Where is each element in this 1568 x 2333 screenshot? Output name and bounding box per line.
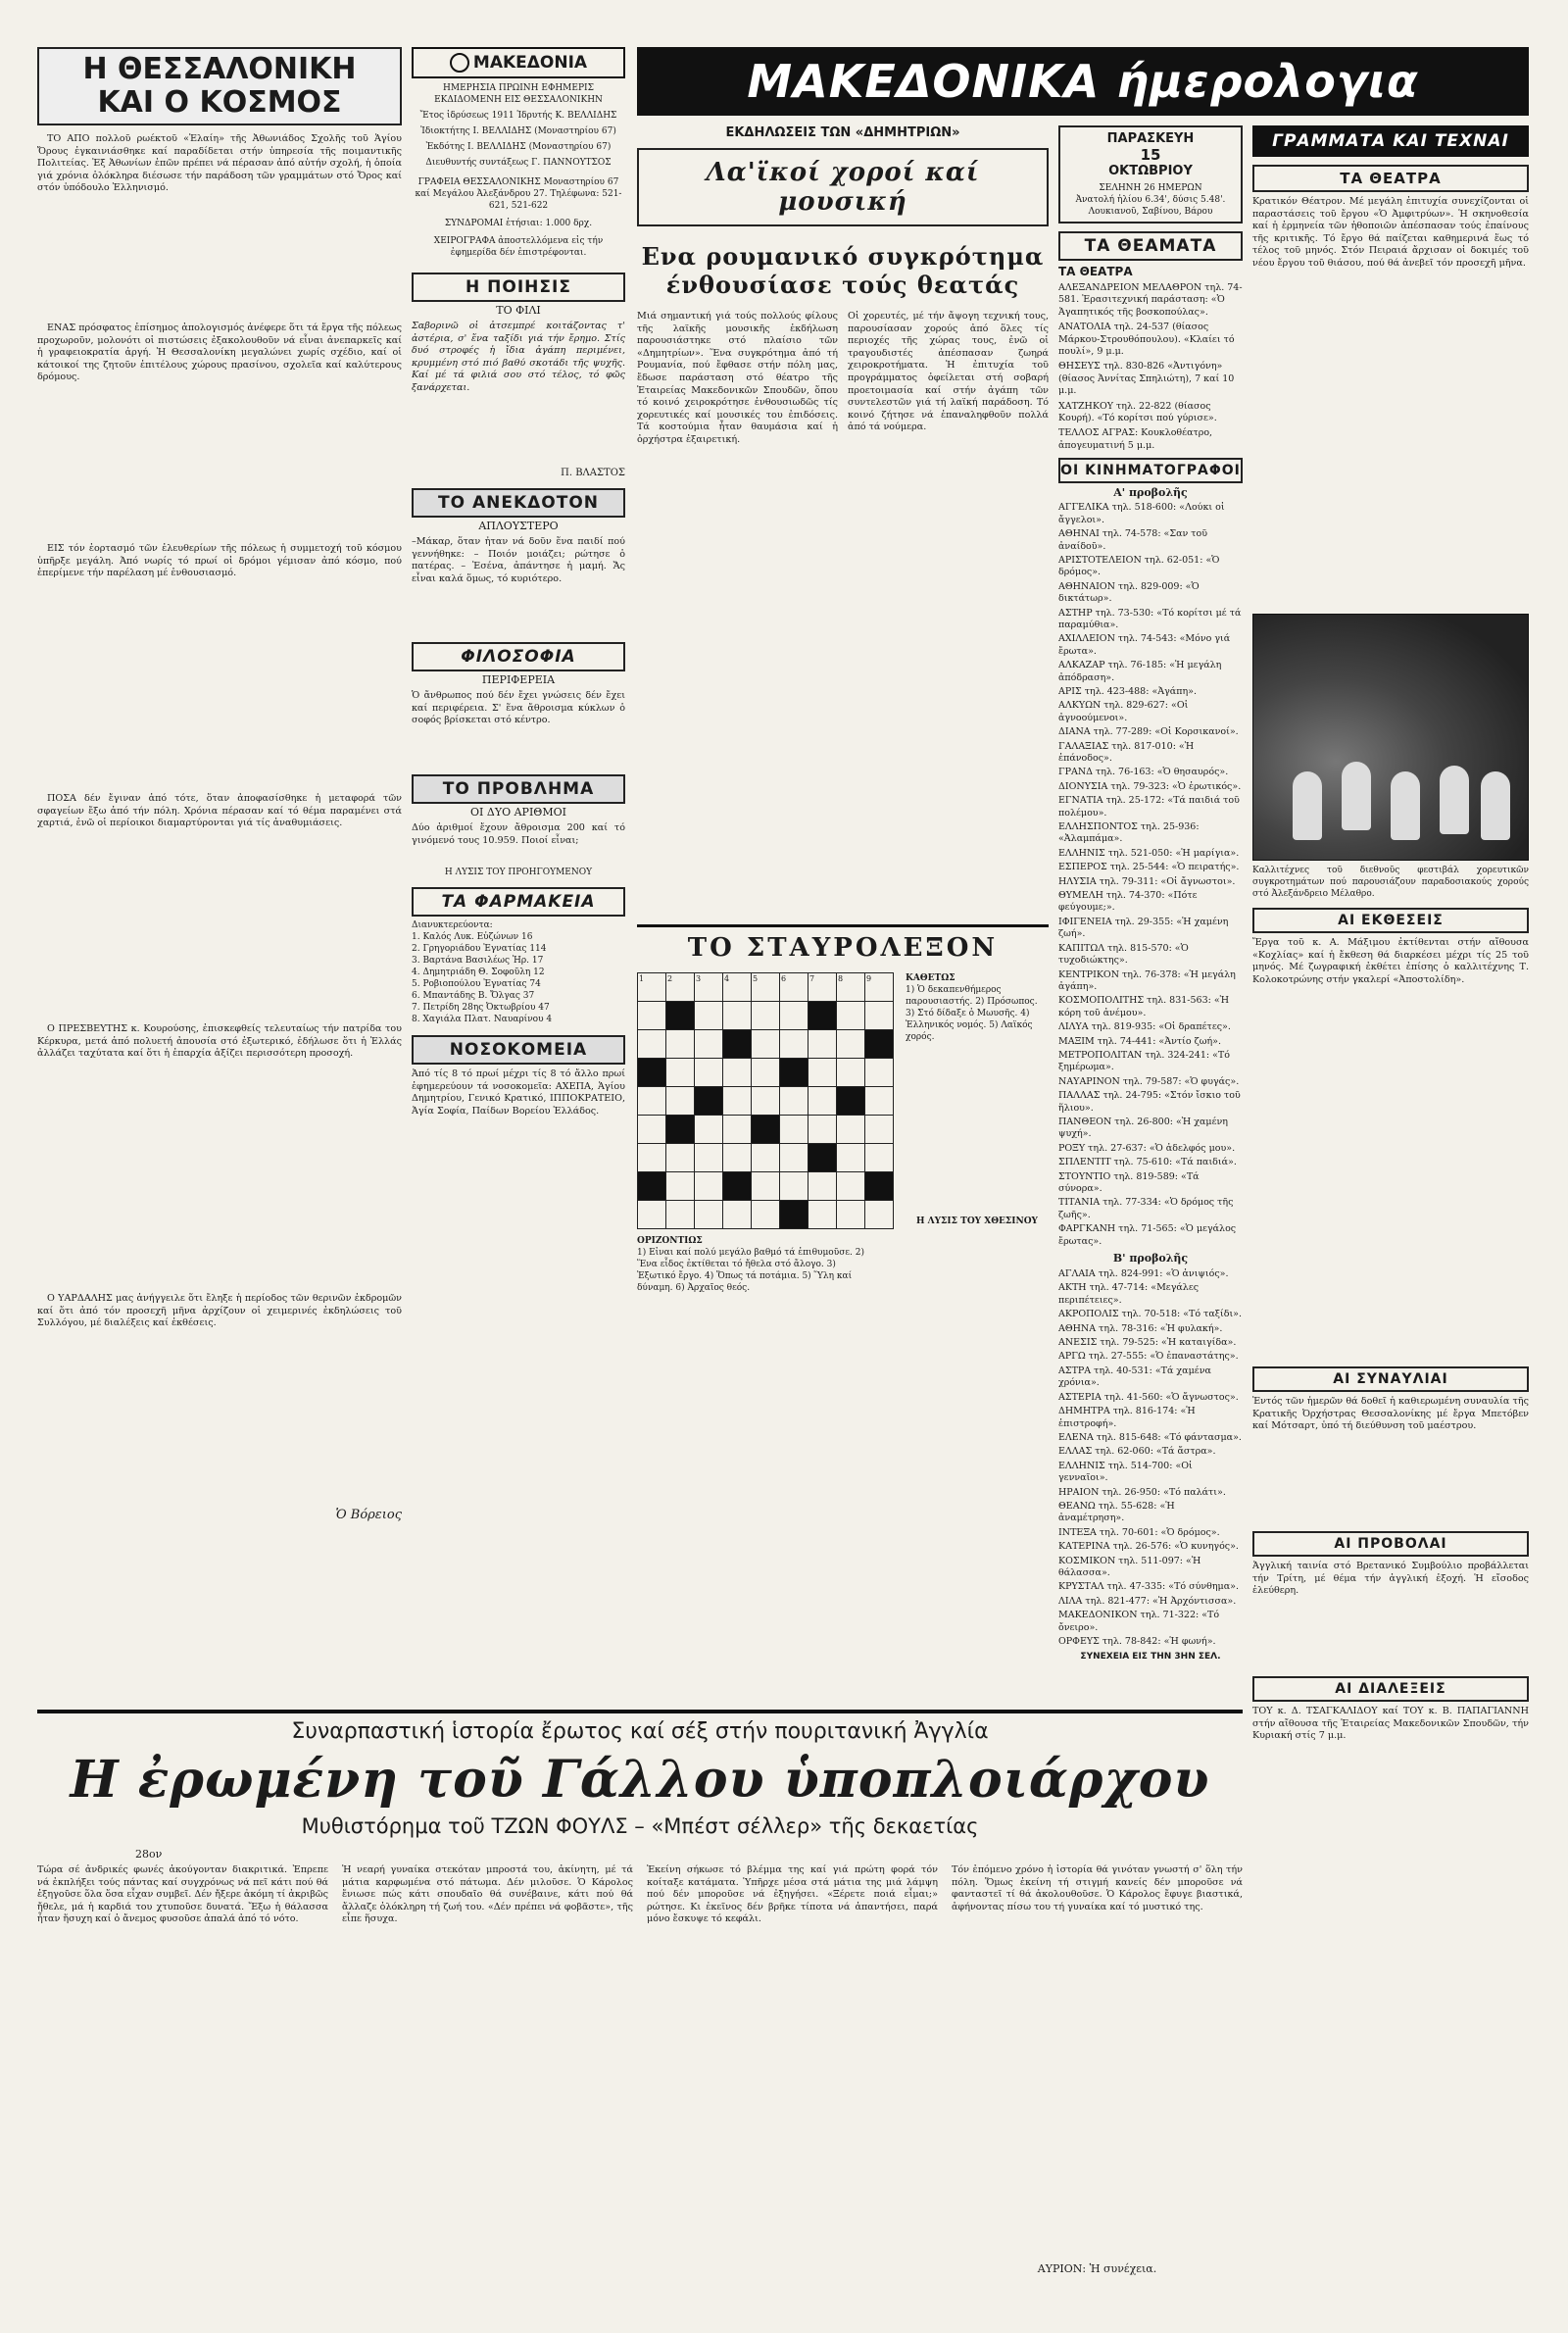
cinema-entry: ΕΛΛΗΝΙΣ τηλ. 514-700: «Οἱ γενναῖοι». (1058, 1460, 1193, 1484)
cinema-entry: ΣΤΟΥΝΤΙΟ τηλ. 819-589: «Τά σύνορα». (1058, 1170, 1200, 1194)
crossword-horizontal-label: ΟΡΙΖΟΝΤΙΩΣ (637, 1236, 703, 1246)
serial-section (37, 1704, 1243, 2286)
arts-masthead: ΓΡΑΜΜΑΤΑ ΚΑΙ ΤΕΧΝΑΙ (1252, 125, 1529, 157)
pharmacy-item: 2. Γρηγοριάδου Ἐγνατίας 114 (412, 944, 547, 954)
makedonia-owner: Ἰδιοκτήτης Ι. ΒΕΛΛΙΔΗΣ (Μοναστηρίου 67) (420, 126, 616, 136)
crossword-vertical-label: ΚΑΘΕΤΩΣ (906, 973, 956, 983)
philosophy-text: Ὁ ἄνθρωπος πού δέν ἔχει γνώσεις δέν ἔχει καί περιφέρεια. Σ' ἕνα ἄθροισμα κύκλων ὁ σοφός βρίσκεται στό κέντρο. (412, 690, 625, 726)
cinema-entry: ΜΑΚΕΔΟΝΙΚΟΝ τηλ. 71-322: «Τό ὄνειρο». (1058, 1610, 1220, 1633)
cinema-entry: ΡΟΞΥ τηλ. 27-637: «Ὁ ἀδελφός μου». (1058, 1142, 1236, 1154)
lectures-title: ΑΙ ΔΙΑΛΕΞΕΙΣ (1252, 1676, 1529, 1702)
poetry-author: Π. ΒΛΑΣΤΟΣ (561, 468, 625, 478)
cinema-entry: ΕΛΕΝΑ τηλ. 815-648: «Τό φάντασμα». (1058, 1431, 1242, 1443)
grid-cell[interactable]: 3 (695, 973, 723, 1002)
serial-subtitle: Μυθιστόρημα τοῦ ΤΖΩΝ ΦΟΥΛΣ – «Μπέστ σέλλερ» τῆς δεκαετίας (301, 1814, 979, 1838)
crossword-solution-label: Η ΛΥΣΙΣ ΤΟΥ ΧΘΕΣΙΝΟΥ (916, 1216, 1038, 1226)
theaters-continued: ΣΥΝΕΧΕΙΑ ΕΙΣ ΤΗΝ 3ΗΝ ΣΕΛ. (1080, 1652, 1221, 1663)
exhibitions-title: ΑΙ ΕΚΘΕΣΕΙΣ (1252, 908, 1529, 933)
makedonia-editor: Διευθυντής συντάξεως Γ. ΠΑΝΝΟΥΤΣΟΣ (425, 158, 612, 168)
makedonia-note: ΧΕΙΡΟΓΡΑΦΑ ἀποστελλόμενα εἰς τήν ἐφημερίδα δέν ἐπιστρέφονται. (433, 236, 604, 258)
cinema-entry: ΕΓΝΑΤΙΑ τηλ. 25-172: «Τά παιδιά τοῦ πολέμου». (1058, 795, 1240, 819)
paragraph: ΕΙΣ τόν ἑορτασμό τῶν ἐλευθερίων τῆς πόλεως ἡ συμμετοχή τοῦ κόσμου ὑπῆρξε μεγάλη. Ἀπό νωρίς τό πρωί οἱ δρόμοι γέμισαν ἀπό κόσμο, πού ἐπερίμενε τήν παρέλαση μέ ἐνθουσιασμό. (37, 543, 402, 579)
arts-theater-text: Κρατικόν Θέατρον. Μέ μεγάλη ἐπιτυχία συνεχίζονται οἱ παραστάσεις τοῦ ἔργου «Ὁ Ἀμφιτρύων». Ἡ σκηνοθεσία καί ἡ ἑρμηνεία τῶν ἠθοποιῶν ἀπέσπασαν τούς ἐπαίνους τῆς κριτικῆς. Τό ἔργο θά παίζεται καθημερινά ἕως τό τέλος τοῦ μηνός. Στόν Πειραιά ἄρχισαν οἱ δοκιμές τοῦ νέου ἔργου τοῦ θιάσου, πού θά ἀνεβεῖ τόν προσεχῆ μῆνα. (1252, 196, 1529, 269)
cinema-entry: ΛΙΛΥΑ τηλ. 819-935: «Οἱ δραπέτες». (1058, 1021, 1231, 1033)
cinema-entry: ΑΣΤΡΑ τηλ. 40-531: «Τά χαμένα χρόνια». (1058, 1365, 1211, 1389)
article-columns (637, 311, 1049, 918)
date-saints: Λουκιανοῦ, Σαβίνου, Βάρου (1088, 207, 1213, 217)
venue-entry: ΑΛΕΞΑΝΔΡΕΙΟΝ ΜΕΛΑΘΡΟΝ τηλ. 74-581. Ἐρασιτεχνική παράσταση: «Ὁ Ἀγαπητικός τῆς βοσκοπούλας». (1058, 282, 1243, 318)
dancer-figure (1342, 762, 1371, 830)
pharmacy-item: 5. Ροβιοπούλου Ἐγνατίας 74 (412, 979, 541, 989)
thessaloniki-signature: Ὁ Βόρειος (335, 1508, 402, 1522)
cinema-entry: ΑΝΕΣΙΣ τηλ. 79-525: «Ἡ καταιγίδα». (1058, 1337, 1237, 1349)
cinema-entry: ΜΕΤΡΟΠΟΛΙΤΑΝ τηλ. 324-241: «Τό ξημέρωμα». (1058, 1049, 1230, 1073)
thessaloniki-title-line2: ΚΑΙ Ο ΚΟΣΜΟΣ (97, 85, 342, 120)
dancer-figure (1391, 771, 1420, 840)
anecdote-title: ΤΟ ΑΝΕΚΔΟΤΟΝ (412, 488, 625, 518)
cinema-entry: ΘΕΑΝΩ τηλ. 55-628: «Ἡ ἀναμέτρηση». (1058, 1500, 1175, 1524)
makedonia-offices: ΓΡΑΦΕΙΑ ΘΕΣΣΑΛΟΝΙΚΗΣ Μοναστηρίου 67 καί Μεγάλου Ἀλεξάνδρου 27. Τηλέφωνα: 521-621, 521-622 (415, 177, 622, 211)
serial-next: ΑΥΡΙΟΝ: Ἡ συνέχεια. (1037, 2262, 1157, 2275)
poetry-title: Η ΠΟΙΗΣΙΣ (412, 273, 625, 302)
philosophy-subtitle: ΠΕΡΙΦΕΡΕΙΑ (481, 673, 556, 686)
crossword-vclues: 1) Ὁ δεκαπενθήμερος παρουσιαστής. 2) Πρόσωπος. 3) Στό δίδαξε ὁ Μωυσῆς. 4) Ἑλληνικός νομός. 5) Λαϊκός χορός. (906, 985, 1038, 1042)
date-month: ΟΚΤΩΒΡΙΟΥ (1108, 164, 1193, 178)
problem-text: Δύο ἀριθμοί ἔχουν ἄθροισμα 200 καί τό γινόμενό τους 10.959. Ποιοί εἶναι; (412, 822, 625, 846)
dancer-figure (1293, 771, 1322, 840)
grid-cell[interactable]: 6 (780, 973, 808, 1002)
cinema-entry: ΓΑΛΑΞΙΑΣ τηλ. 817-010: «Ἡ ἐπάνοδος». (1058, 740, 1195, 764)
cinema-entry: ΚΑΠΙΤΩΛ τηλ. 815-570: «Ὁ τυχοδιώκτης». (1058, 942, 1189, 967)
lectures-text: ΤΟΥ κ. Δ. ΤΣΑΓΚΑΛΙΔΟΥ καί ΤΟΥ κ. Β. ΠΑΠΑΓΙΑΝΝΗ στήν αἴθουσα τῆς Ἑταιρείας Μακεδονικῶν Σπουδῶν, τήν Κυριακή στίς 7 μ.μ. (1252, 1706, 1529, 1742)
theaters-sub: ΤΑ ΘΕΑΤΡΑ (1058, 265, 1133, 278)
venue-entry: ΘΗΣΕΥΣ τηλ. 830-826 «Ἀντιγόνη» (θίασος Ἀννίτας Σπηλιώτη), 7 καί 10 μ.μ. (1058, 361, 1235, 397)
cinema-entry: ΚΟΣΜΟΠΟΛΙΤΗΣ τηλ. 831-563: «Ἡ κόρη τοῦ ἀνέμου». (1058, 995, 1230, 1018)
venue-entry: ΑΝΑΤΟΛΙΑ τηλ. 24-537 (θίασος Μάρκου-Στρουθόπουλου). «Κλαίει τό πουλί», 9 μ.μ. (1058, 322, 1235, 358)
cinema-entry: ΕΣΠΕΡΟΣ τηλ. 25-544: «Ὁ πειρατής». (1058, 862, 1240, 873)
cinema-entry: ΔΙΟΝΥΣΙΑ τηλ. 79-323: «Ὁ ἐρωτικός». (1058, 780, 1242, 792)
venue-entry: ΤΕΛΛΟΣ ΑΓΡΑΣ: Κουκλοθέατρο, ἀπογευματινή 5 μ.μ. (1058, 427, 1213, 451)
arts-theater-title: ΤΑ ΘΕΑΤΡΑ (1252, 165, 1529, 192)
makedonia-founded: Ἔτος ἱδρύσεως 1911 Ἱδρυτής Κ. ΒΕΛΛΙΔΗΣ (419, 111, 617, 121)
theaters-list (1058, 282, 1243, 452)
serial-col: Ἡ νεαρή γυναίκα στεκόταν μπροστά του, ἀκίνητη, μέ τά μάτια καρφωμένα στό πάτωμα. Δέν μιλοῦσε. Ὁ Κάρολος ἔνιωσε πώς κάτι σπουδαῖο θά συνέβαινε, κάτι πού θά ἄλλαζε ὁλόκληρη τή ζωή του. «Δέν πρέπει νά φοβᾶστε», τῆς εἶπε ἥσυχα. (342, 1864, 633, 1925)
makedonia-subs: ΣΥΝΔΡΟΜΑΙ ἐτήσιαι: 1.000 δρχ. (444, 219, 593, 228)
serial-col: Ἐκείνη σήκωσε τό βλέμμα της καί γιά πρώτη φορά τόν κοίταξε κατάματα. Ὑπῆρχε μέσα στά μάτια της μιά λάμψη πού δέν μποροῦσε νά ἐξηγήσει. «Ξέρετε ποιά εἶμαι;» ρώτησε. Κι ἐκεῖνος δέν βρῆκε τίποτα νά ἀπαντήσει, παρά μόνο ἔσκυψε τό κεφάλι. (647, 1864, 938, 1925)
pharmacy-item: 1. Καλός Λυκ. Εὐζώνων 16 (412, 932, 533, 942)
pharmacies-title: ΤΑ ΦΑΡΜΑΚΕΙΑ (412, 887, 625, 917)
pharmacies-intro: Διανυκτερεύοντα: (412, 920, 493, 930)
second-run-sub: Β' προβολῆς (1112, 1252, 1189, 1266)
photo-caption: Καλλιτέχνες τοῦ διεθνοῦς φεστιβάλ χορευτικῶν συγκροτημάτων πού παρουσιάζουν παραδοσιακούς χορούς στό Ἀλεξάνδρειο Μέλαθρο. (1252, 866, 1529, 899)
cinema-entry: ΑΛΚΑΖΑΡ τηλ. 76-185: «Ἡ μεγάλη ἀπόδραση». (1058, 660, 1222, 683)
philosophy-title: ΦΙΛΟΣΟΦΙΑ (412, 642, 625, 671)
makedonika-masthead (637, 47, 1529, 116)
paragraph: ΠΟΣΑ δέν ἔγιναν ἀπό τότε, ὅταν ἀποφασίσθηκε ἡ μεταφορά τῶν σφαγείων ἔξω ἀπό τήν πόλη. Χρόνια πέρασαν καί τό θέμα παραμένει στά χαρτιά, ἐνῶ οἱ περίοικοι διαμαρτύρονται γιά τίς ἀναθυμιάσεις. (37, 793, 402, 829)
crossword-grid (637, 972, 894, 1229)
headline-line2: ένθουσίασε τούς θεατάς (665, 271, 1020, 299)
anecdote-subtitle: ΑΠΛΟΥΣΤΕΡΟ (478, 520, 559, 532)
cinema-entry: ΑΘΗΝΑΙΟΝ τηλ. 829-009: «Ὁ δικτάτωρ». (1058, 580, 1200, 605)
serial-col: Τώρα σέ ἀνδρικές φωνές ἀκούγονταν διακριτικά. Ἐπρεπε νά ἐκπλήξει τούς πάντας καί συγχρόνως νά πεῖ κάτι πού θά ἐξηγοῦσε ὅλα ὅσα εἶχαν συμβεῖ. Δέν ἤξερε ἀκόμη τί ἀκριβῶς ἤθελε, μά ἡ καρδιά του χτυποῦσε δυνατά. Ἔξω ἡ θάλασσα ἦταν ἥσυχη καί ὁ ἄνεμος φυσοῦσε ἀπαλά ἀπό τό νότο. (37, 1864, 328, 1925)
paragraph: ΤΟ ΑΠΟ πολλοῦ ρωέκτοῦ «Ἑλαίη» τῆς Ἀθωνιάδος Σχολῆς τοῦ Ἁγίου Ὄρους ἐγκαινιάσθηκε καί παραδίδεται στήν ὑπηρεσία τῆς ποιμαντικῆς Πολιτείας. Ἐξ Ἀθωνίων ἐπῶν πρέπει νά πέρασαν ἀπό αὐτήν σχολή, ἡ ὁποία γιά χρόνια ὁλόκληρα διέσωσε τήν παράδοση τῶν γραμμάτων στό Ὄρος καί στόν ὑπόδουλο Ἑλληνισμό. (37, 133, 402, 194)
screenings-title: ΑΙ ΠΡΟΒΟΛΑΙ (1252, 1531, 1529, 1557)
cinema-entry: ΚΑΤΕΡΙΝΑ τηλ. 26-576: «Ὁ κυνηγός». (1058, 1541, 1239, 1553)
pharmacies-list (412, 931, 625, 1025)
cinema-entry: ΑΣΤΗΡ τηλ. 73-530: «Τό κορίτσι μέ τά παραμύθια». (1058, 607, 1242, 630)
grid-cell[interactable]: 7 (808, 973, 837, 1002)
arts-column (1252, 125, 1529, 1833)
dancers-photo (1252, 614, 1529, 861)
cinema-entry: ΠΑΛΛΑΣ τηλ. 24-795: «Στόν ἴσκιο τοῦ ἥλιου». (1058, 1090, 1241, 1114)
events-banner: Λα'ϊκοί χοροί καί μουσική (637, 148, 1049, 226)
cinema-entry: ΤΙΤΑΝΙΑ τηλ. 77-334: «Ὁ δρόμος τῆς ζωῆς». (1058, 1197, 1234, 1220)
makedonia-column (412, 47, 625, 1245)
cinema-entry: ΚΕΝΤΡΙΚΟΝ τηλ. 76-378: «Ἡ μεγάλη ἀγάπη». (1058, 968, 1236, 992)
cinema-entry: ΜΑΞΙΜ τηλ. 74-441: «Ἀντίο ζωή». (1058, 1035, 1222, 1047)
cinemas-title: ΟΙ ΚΙΝΗΜΑΤΟΓΡΑΦΟΙ (1058, 458, 1243, 483)
makedonia-desc: ΗΜΕΡΗΣΙΑ ΠΡΩΙΝΗ ΕΦΗΜΕΡΙΣ ΕΚΔΙΔΟΜΕΝΗ ΕΙΣ ΘΕΣΣΑΛΟΝΙΚΗΝ (434, 83, 603, 105)
article-col: Μιά σημαντική γιά τούς πολλούς φίλους τῆς λαϊκῆς μουσικῆς ἐκδήλωση παρουσιάστηκε στό πλαίσιο τῶν «Δημητρίων». Ἕνα συγκρότημα ἀπό τή Ρουμανία, πού ἔφθασε στήν πόλη μας, ἔδωσε παράσταση στό θέατρο τῆς Ἑταιρείας Μακεδονικῶν Σπουδῶν, ὅπου τό κοινό χειροκρότησε ἐνθουσιωδῶς τίς χορευτικές καί μουσικές του ἐπιδόσεις. Τά κοστούμια ἦταν θαυμάσια καί ἡ ὀρχήστρα ἐξαιρετική. (637, 311, 838, 445)
date-moon: ΣΕΛΗΝΗ 26 ΗΜΕΡΩΝ (1099, 183, 1202, 193)
anecdote-text: –Μάκαρ, ὅταν ἦταν νά δοῦν ἕνα παιδί πού γεννήθηκε: – Ποιόν μοιάζει; ρώτησε ὁ πατέρας. – Ἐσένα, ἀπάντησε ἡ μαμή. Ἄς εἶναι καλά ὅμως, τό κυριότερο. (412, 536, 625, 584)
serial-col-last (952, 1864, 1243, 2286)
date-day: ΠΑΡΑΣΚΕΥΗ (1106, 131, 1195, 146)
grid-cell[interactable]: 4 (723, 973, 752, 1002)
cinema-entry: ΓΡΑΝΔ τηλ. 76-163: «Ὁ θησαυρός». (1058, 767, 1229, 778)
cinema-list (1058, 502, 1243, 1248)
grid-cell[interactable]: 8 (837, 973, 865, 1002)
poetry-subtitle: ΤΟ ΦΙΛΙ (496, 304, 541, 317)
serial-title: Η ἐρωμένη τοῦ Γάλλου ὑποπλοιάρχου (70, 1750, 1210, 1810)
cinema-entry: ΑΛΚΥΩΝ τηλ. 829-627: «Οἱ ἀγνοούμενοι». (1058, 700, 1189, 723)
crossword-title: ΤΟ ΣΤΑΥΡΟΛΕΞΟΝ (687, 933, 999, 963)
date-sun: Ἀνατολή ἡλίου 6.34', δύσις 5.48'. (1075, 195, 1226, 205)
dancer-figure (1440, 766, 1469, 834)
thessaloniki-body (37, 133, 402, 1504)
logo-emblem-icon (450, 53, 469, 73)
cinema-entry: ΕΛΛΑΣ τηλ. 62-060: «Τά ἄστρα». (1058, 1446, 1216, 1458)
cinema-entry: ΠΑΝΘΕΟΝ τηλ. 26-800: «Ἡ χαμένη ψυχή». (1058, 1116, 1228, 1140)
pharmacy-item: 7. Πετρίδη 28ης Ὀκτωβρίου 47 (412, 1003, 550, 1013)
crossword-side (906, 972, 1049, 1355)
cinema-entry: ΔΙΑΝΑ τηλ. 77-289: «Οἱ Κορσικανοί». (1058, 726, 1239, 738)
thessaloniki-title-box (37, 47, 402, 125)
grid-cell[interactable]: 5 (752, 973, 780, 1002)
cinema-entry: ΣΠΛΕΝΤΙΤ τηλ. 75-610: «Τά παιδιά». (1058, 1157, 1237, 1168)
venue-entry: ΧΑΤΖΗΚΟΥ τηλ. 22-822 (θίασος Κουρή). «Τό κορίτσι πού γύρισε». (1058, 400, 1217, 424)
cinema-entry: ΟΡΦΕΥΣ τηλ. 78-842: «Ἡ φωνή». (1058, 1636, 1216, 1647)
date-box (1058, 125, 1243, 223)
poetry-text: Σαβορινῶ οἱ ἀτσεμπρέ κοιτάζοντας τ' ἀστέρια, σ' ἕνα ταξίδι γιά τήν ἔρημο. Στίς δυό στροφές ἡ ἴδια ἀγάπη περιμένει, κρυμμένη στό πιό βαθύ σκοτάδι τῆς ψυχῆς. Καί μέ τά φιλιά σου στό τέλος, τό φῶς ξανάρχεται. (412, 321, 625, 393)
makedonia-publisher: Ἐκδότης Ι. ΒΕΛΛΙΔΗΣ (Μοναστηρίου 67) (425, 142, 612, 152)
problem-subtitle: ΟΙ ΔΥΟ ΑΡΙΘΜΟΙ (470, 806, 566, 819)
cinema-entry: ΘΥΜΕΛΗ τηλ. 74-370: «Πότε φεύγουμε;». (1058, 890, 1198, 914)
cinema-entry: ΔΗΜΗΤΡΑ τηλ. 816-174: «Ἡ ἐπιστροφή». (1058, 1406, 1196, 1429)
cinema-entry: ΗΛΥΣΙΑ τηλ. 79-311: «Οἱ ἄγνωστοι». (1058, 875, 1236, 887)
crossword-grid-wrap (637, 972, 894, 1355)
cinema-entry: ΑΓΓΕΛΙΚΑ τηλ. 518-600: «Λούκι οἱ ἄγγελοι». (1058, 502, 1225, 525)
exhibitions-text: Ἔργα τοῦ κ. Α. Μάξιμου ἐκτίθενται στήν αἴθουσα «Κοχλίας» καί ἡ ἔκθεση θά διαρκέσει μέχρι τίς 25 τοῦ μηνός. Μέ ζωγραφική ἐκθέτει ἐπίσης ὁ καλλιτέχνης Τ. Κολοκοτρώνης στήν γκαλερί «Ἀποστολίδη». (1252, 937, 1529, 985)
pharmacy-item: 6. Μπαντάδης Β. Ὄλγας 37 (412, 991, 535, 1001)
cinema-entry: ΑΘΗΝΑ τηλ. 78-316: «Ἡ φυλακή». (1058, 1322, 1223, 1334)
makedonika-banner: ΜΑΚΕΔΟΝΙΚΑ ήμερολογια (637, 47, 1529, 116)
cinema-entry: ΑΘΗΝΑΙ τηλ. 74-578: «Σαν τοῦ ἀναίδοῦ». (1058, 528, 1208, 552)
cinema-entry: ΑΡΙΣ τηλ. 423-488: «Ἀγάπη». (1058, 685, 1197, 697)
theaters-column (1058, 125, 1243, 1662)
cinema-entry: ΙΦΙΓΕΝΕΙΑ τηλ. 29-355: «Ἡ χαμένη ζωή». (1058, 916, 1229, 940)
problem-title: ΤΟ ΠΡΟΒΛΗΜΑ (412, 774, 625, 804)
article-col: Οἱ χορευτές, μέ τήν ἄψογη τεχνική τους, παρουσίασαν χορούς ἀπό ὅλες τίς περιοχές τῆς χώρας τους, ἐνῶ οἱ τραγουδιστές ἀπέσπασαν ζωηρά χειροκροτήματα. Ἡ ἐπιτυχία τοῦ προγράμματος ὀφείλεται στή σοβαρή προετοιμασία καί στήν ἀγάπη τῶν συντελεστῶν γιά τή λαϊκή παράδοση. Τό κοινό ζήτησε νά ἐπαναληφθοῦν πολλά ἀπό τά νούμερα. (848, 311, 1049, 433)
pharmacy-item: 4. Δημητριάδη Θ. Σοφοῦλη 12 (412, 968, 545, 977)
crossword-area (637, 972, 1049, 1355)
headline-line1: Ενα ρουμανικό συγκρότημα (641, 242, 1045, 271)
serial-columns (37, 1864, 1243, 2286)
cinema-entry: ΑΣΤΕΡΙΑ τηλ. 41-560: «Ὁ ἄγνωστος». (1058, 1391, 1239, 1403)
theaters-title: ΤΑ ΘΕΑΜΑΤΑ (1058, 231, 1243, 261)
serial-kicker: Συναρπαστική ἱστορία ἔρωτος καί σέξ στήν πουριτανική Ἀγγλία (291, 1719, 989, 1744)
cinema-entry: ΗΡΑΙΟΝ τηλ. 26-950: «Τό παλάτι». (1058, 1486, 1226, 1498)
paragraph: ΕΝΑΣ πρόσφατος ἐπίσημος ἀπολογισμός ἀνέφερε ὅτι τά ἔργα τῆς πόλεως προχωροῦν, μολονότι οἱ πιστώσεις ἐξακολουθοῦν νά εἶναι ἀνεπαρκεῖς καί ἡ γραφειοκρατία ἀργή. Ἡ Θεσσαλονίκη μεγαλώνει χωρίς σχέδιο, καί οἱ κάτοικοί της ζητοῦν ἐπιτέλους χώρους πρασίνου, σχολεῖα καί καλύτερους δρόμους. (37, 323, 402, 383)
screenings-text: Ἀγγλική ταινία στό Βρετανικό Συμβούλιο προβάλλεται τήν Τρίτη, μέ θέμα τήν ἀγγλική ἐξοχή. Ἡ εἴσοδος ἐλεύθερη. (1252, 1561, 1529, 1597)
makedonia-logo: ΜΑΚΕΔΟΝΙΑ (412, 47, 625, 78)
cinema-entry: ΚΡΥΣΤΑΛ τηλ. 47-335: «Τό σύνθημα». (1058, 1581, 1239, 1593)
serial-episode: 28ον (135, 1848, 163, 1861)
paragraph: Ο ΥΑΡΔΑΛΗΣ μας ἀνήγγειλε ὅτι ἔληξε ἡ περίοδος τῶν θερινῶν ἐκδρομῶν καί ὅτι ἀπό τόν προσεχῆ μῆνα ἀρχίζουν οἱ χειμερινές ἐκδηλώσεις τοῦ Συλλόγου, μέ διαλέξεις καί ἐκθέσεις. (37, 1293, 402, 1329)
dancer-figure (1481, 771, 1510, 840)
pharmacy-item: 3. Βαρτάνα Βασιλέως Ἠρ. 17 (412, 956, 544, 966)
pharmacy-item: 8. Χαγιάλα Πλατ. Ναυαρίνου 4 (412, 1015, 553, 1024)
cinema-entry: ΚΟΣΜΙΚΟΝ τηλ. 511-097: «Ἡ θάλασσα». (1058, 1555, 1201, 1578)
cinema-entry: ΝΑΥΑΡΙΝΟΝ τηλ. 79-587: «Ὁ φυγάς». (1058, 1075, 1240, 1087)
concerts-text: Ἐντός τῶν ἡμερῶν θά δοθεῖ ἡ καθιερωμένη συναυλία τῆς Κρατικῆς Ὀρχήστρας Θεσσαλονίκης μέ ἔργα Μπετόβεν καί Μότσαρτ, ὑπό τή διεύθυνση τοῦ μαέστρου. (1252, 1396, 1529, 1432)
cinema-entry: ΙΝΤΕΞΑ τηλ. 70-601: «Ὁ δρόμος». (1058, 1526, 1220, 1538)
cinema-entry: ΑΧΙΛΛΕΙΟΝ τηλ. 74-543: «Μόνο γιά ἔρωτα». (1058, 633, 1231, 657)
cinema-entry: ΕΛΛΗΝΙΣ τηλ. 521-050: «Ἡ μαρίγια». (1058, 847, 1240, 859)
crossword-clues: 1) Εἶναι καί πολύ μεγάλο βαθμό τά ἐπιθυμοῦσε. 2) Ἕνα εἶδος ἐκτίθεται τό ἤθελα στό ἄλογο. 3) Ἐξωτικό ἔργο. 4) Ὅπως τά ποτάμια. 5) Ὕλη καί δύναμη. 6) Ἀρχαῖος θεός. (637, 1248, 864, 1293)
cinema-entry: ΑΡΓΩ τηλ. 27-555: «Ὁ ἐπαναστάτης». (1058, 1351, 1239, 1363)
serial-col: Τόν ἐπόμενο χρόνο ἡ ἱστορία θά γινόταν γνωστή σ' ὅλη τήν πόλη. Ὅμως ἐκείνη τή στιγμή κανείς δέν μποροῦσε νά φανταστεῖ τί θά ἀκολουθοῦσε. Ὁ Κάρολος ἔφυγε βιαστικά, ἀφήνοντας πίσω του τή γυναίκα καί τό μυστικό της. (952, 1864, 1243, 1912)
grid-cell[interactable]: 9 (865, 973, 894, 1002)
hospitals-title: ΝΟΣΟΚΟΜΕΙΑ (412, 1035, 625, 1065)
date-num: 15 (1140, 146, 1161, 164)
problem-solution: Η ΛΥΣΙΣ ΤΟΥ ΠΡΟΗΓΟΥΜΕΝΟΥ (444, 868, 593, 877)
thessaloniki-title-line1: Η ΘΕΣΣΑΛΟΝΙΚΗ (82, 52, 357, 86)
makedonia-masthead-info (412, 82, 625, 259)
paragraph: Ο ΠΡΕΣΒΕΥΤΗΣ κ. Κουρούσης, ἐπισκεφθείς τελευταίως τήν πατρίδα του Κέρκυρα, μετά ἀπό πολυετή ἀπουσία στό ἐξωτερικό, ἐδήλωσε ὅτι ἡ Ἑλλάς ἀλλάζει ταχύτατα καί ὅτι ἡ ἐπαρχία ἀξίζει περισσότερη προσοχή. (37, 1023, 402, 1060)
grid-cell[interactable]: 2 (666, 973, 695, 1002)
left-column (37, 47, 402, 1522)
cinema-entry: ΦΑΡΓΚΑΝΗ τηλ. 71-565: «Ὁ μεγάλος ἔρωτας». (1058, 1223, 1237, 1247)
grid-cell[interactable]: 1 (638, 973, 666, 1002)
concerts-title: ΑΙ ΣΥΝΑΥΛΙΑΙ (1252, 1366, 1529, 1392)
cinema-entry: ΑΓΛΑΙΑ τηλ. 824-991: «Ὁ ἀνιψιός». (1058, 1268, 1229, 1280)
cinema-entry: ΕΛΛΗΣΠΟΝΤΟΣ τηλ. 25-936: «Ἀλαμπάμα». (1058, 821, 1200, 845)
cinema-entry: ΛΙΛΑ τηλ. 821-477: «Ἡ Ἀρχόντισσα». (1058, 1595, 1237, 1607)
newspaper-page (37, 47, 1529, 2302)
cinemas-sub: Α' προβολῆς (1113, 486, 1188, 500)
events-label: ΕΚΔΗΛΩΣΕΙΣ ΤΩΝ «ΔΗΜΗΤΡΙΩΝ» (725, 125, 960, 140)
hospitals-text: Ἀπό τίς 8 τό πρωί μέχρι τίς 8 τό ἄλλο πρωί ἐφημερεύουν τά νοσοκομεῖα: ΑΧΕΠΑ, Ἁγίου Δημητρίου, Γενικό Κρατικό, ΙΠΠΟΚΡΑΤΕΙΟ, Ἀγία Σοφία, Παίδων Βορείου Ἑλλάδος. (412, 1068, 625, 1117)
center-article (637, 125, 1049, 1355)
cinema-entry: ΑΡΙΣΤΟΤΕΛΕΙΟΝ τηλ. 62-051: «Ὁ δρόμος». (1058, 554, 1220, 578)
second-run-list (1058, 1268, 1243, 1648)
cinema-entry: ΑΚΡΟΠΟΛΙΣ τηλ. 70-518: «Τό ταξίδι». (1058, 1309, 1243, 1320)
cinema-entry: ΑΚΤΗ τηλ. 47-714: «Μεγάλες περιπέτειες». (1058, 1282, 1200, 1306)
